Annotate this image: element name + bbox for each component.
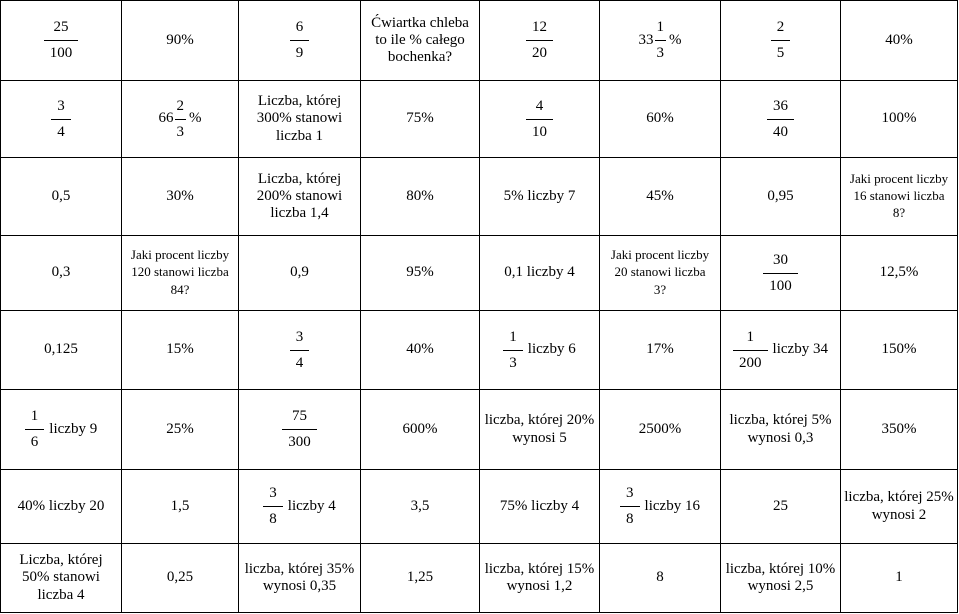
fraction-numerator: 30 [773,251,788,268]
fraction-numerator: 2 [176,97,184,114]
cell-text: 80% [406,187,434,204]
fraction-denominator: 100 [763,273,798,296]
cell-text: 100% [881,110,917,127]
cell-text: 30% [166,187,194,204]
cell-text: Jaki procent liczby 120 stanowi liczba 84? [130,247,230,297]
table-cell [480,158,600,236]
table-cell [1,1,122,81]
table-cell [480,470,600,544]
percent-sign: % [189,110,202,127]
cell-text: liczba, której 25% wynosi 2 [844,489,954,523]
cell-text: Liczba, której 50% stanowi liczba 4 [19,552,103,603]
cell-text: 3,5 [410,497,430,514]
table-cell [361,81,480,158]
cell-text: 0,9 [290,264,309,281]
fraction-numerator: 1 [509,328,517,345]
table-cell [1,311,122,390]
table-body [1,1,958,613]
table-cell [600,81,721,158]
cell-text: 75% liczby 4 [499,497,580,514]
cell-text: Jaki procent liczby 20 stanowi liczba 3? [610,247,710,297]
table-cell [1,390,122,470]
cell-text: 12,5% [879,264,919,281]
table-cell [1,158,122,236]
cell-text: liczba, której 10% wynosi 2,5 [725,560,836,594]
table-cell [122,158,239,236]
fraction-numerator: 3 [269,485,277,502]
cell-text: 15% [166,341,194,358]
fraction [763,251,798,296]
fraction-denominator: 10 [526,119,553,142]
fraction-denominator: 5 [771,40,791,63]
cell-text: 0,1 liczby 4 [504,264,575,281]
table-cell [721,81,841,158]
fraction-of-label: liczby 34 [772,341,828,358]
fraction-denominator: 3 [175,119,187,142]
cell-text: liczba, której 5% wynosi 0,3 [729,412,832,446]
table-cell [122,81,239,158]
fraction-numerator: 1 [30,408,39,425]
cell-text: 8 [656,569,664,586]
fraction-of-number [733,328,828,373]
fraction-denominator: 3 [503,350,523,373]
fraction-of-label: liczby 6 [527,341,576,358]
table-cell [841,81,958,158]
cell-text: 0,25 [166,569,194,586]
table-cell [361,311,480,390]
fraction [620,484,640,529]
table-cell [239,390,361,470]
table-row [1,470,958,544]
fraction-of-number [25,407,97,452]
table-cell [361,544,480,613]
fraction-of-label: liczby 4 [287,497,336,514]
fraction-numerator: 6 [295,19,304,36]
table-cell [841,236,958,311]
fraction [526,18,553,63]
fraction-numerator: 4 [535,97,544,114]
fraction-numerator: 75 [292,408,307,425]
mixed-number [639,18,682,63]
fraction-denominator: 40 [767,119,794,142]
cell-text: Liczba, której 200% stanowi liczba 1,4 [256,170,343,222]
fraction [175,97,187,142]
table-cell [721,470,841,544]
cell-text: 17% [646,341,674,358]
table-row [1,236,958,311]
fraction-of-number [620,484,700,529]
table-row [1,1,958,81]
table-cell [841,470,958,544]
table-cell [239,81,361,158]
table-cell [721,158,841,236]
table-cell [600,311,721,390]
table-cell [841,311,958,390]
fraction [290,328,310,373]
table-cell [122,236,239,311]
cell-text: 25% [166,420,194,437]
fraction-numerator: 3 [626,485,634,502]
table-cell [600,470,721,544]
fraction-denominator: 8 [263,506,283,529]
cell-text: 45% [646,187,674,204]
cell-text: 1,5 [170,497,190,514]
cell-text: 1 [895,569,903,586]
fraction [767,97,794,142]
cell-text: 60% [646,110,674,127]
fraction-numerator: 2 [776,19,785,36]
cell-text: Ćwiartka chleba to ile % całego bochenka? [371,14,469,66]
fraction-denominator: 4 [51,119,71,142]
mixed-whole: 33 [638,31,654,48]
cell-text: 600% [402,420,438,437]
cell-text: 40% [885,31,913,48]
table-cell [122,390,239,470]
fraction-denominator: 4 [290,350,310,373]
fraction-denominator: 9 [290,40,310,63]
mixed-whole: 66 [158,110,174,127]
table-cell [480,1,600,81]
table-cell [239,311,361,390]
fraction-numerator: 3 [57,97,65,114]
fraction-denominator: 200 [733,350,768,373]
fraction-denominator: 300 [282,429,317,452]
table-cell [600,236,721,311]
cell-text: 0,95 [767,187,794,204]
fraction [771,18,791,63]
fraction-numerator: 36 [773,97,788,114]
cell-text: 75% [406,110,434,127]
table-cell [361,1,480,81]
table-cell [480,544,600,613]
table-cell [721,1,841,81]
fraction-numerator: 1 [656,19,664,36]
cell-text: 5% liczby 7 [503,187,576,204]
table-cell [122,470,239,544]
fraction-of-label: liczby 16 [644,497,700,514]
cell-text: liczba, której 15% wynosi 1,2 [484,560,595,594]
table-cell [239,544,361,613]
cell-text: 1,25 [406,569,434,586]
cell-text: 90% [166,31,194,48]
table-cell [361,158,480,236]
fraction-denominator: 20 [526,40,553,63]
fraction-numerator: 25 [53,19,69,36]
table-cell [480,81,600,158]
table-cell [600,158,721,236]
table-cell [239,470,361,544]
table-cell [721,390,841,470]
fraction [263,484,283,529]
table-cell [122,544,239,613]
fraction [25,407,45,452]
fraction [503,328,523,373]
table-cell [1,470,122,544]
cell-text: liczba, której 35% wynosi 0,35 [244,560,355,594]
fraction [282,407,317,452]
fraction-numerator: 3 [295,328,304,345]
table-cell [600,544,721,613]
cell-text: liczba, której 20% wynosi 5 [484,412,595,446]
table-cell [721,236,841,311]
table-row [1,390,958,470]
table-cell [841,158,958,236]
fraction-of-number [263,484,335,529]
table-cell [122,311,239,390]
cell-text: Jaki procent liczby 16 stanowi liczba 8? [849,170,949,221]
fraction [655,18,667,63]
fraction [51,97,71,142]
table-cell [480,236,600,311]
percent-sign: % [669,31,682,48]
fraction-of-number [503,328,575,373]
fraction [526,97,553,142]
cell-text: 95% [406,264,434,281]
cell-text: 2500% [638,420,682,437]
fraction-of-label: liczby 9 [49,420,98,437]
cell-text: 40% [406,341,434,358]
table-row [1,311,958,390]
fraction [733,328,768,373]
mixed-number [159,97,202,142]
table-cell [600,1,721,81]
table-row [1,544,958,613]
fraction-denominator: 3 [655,40,667,63]
table-cell [721,311,841,390]
table-cell [1,81,122,158]
fraction [44,18,79,63]
table-cell [841,1,958,81]
cell-text: 0,5 [51,187,71,204]
table-cell [239,1,361,81]
table-cell [721,544,841,613]
fraction-denominator: 100 [44,40,79,63]
cell-text: 0,125 [44,341,78,358]
table-cell [1,544,122,613]
table-cell [1,236,122,311]
table-cell [239,236,361,311]
cell-text: 0,3 [51,264,71,281]
table-cell [480,390,600,470]
fraction-denominator: 8 [620,506,640,529]
table-row [1,158,958,236]
cell-text: Liczba, której 300% stanowi liczba 1 [256,93,343,144]
table-cell [600,390,721,470]
table-cell [361,236,480,311]
fraction-numerator: 12 [532,19,547,36]
cell-text: 40% liczby 20 [17,497,105,514]
fraction-denominator: 6 [25,429,45,452]
cell-text: 350% [881,420,917,437]
fraction-numerator: 1 [746,328,755,345]
table-cell [361,470,480,544]
table-cell [841,390,958,470]
cell-text: 25 [773,497,788,514]
table-row [1,81,958,158]
table-cell [361,390,480,470]
table-cell [122,1,239,81]
fraction [290,18,310,63]
table-cell [841,544,958,613]
table-cell [480,311,600,390]
cell-text: 150% [881,341,917,358]
table-cell [239,158,361,236]
